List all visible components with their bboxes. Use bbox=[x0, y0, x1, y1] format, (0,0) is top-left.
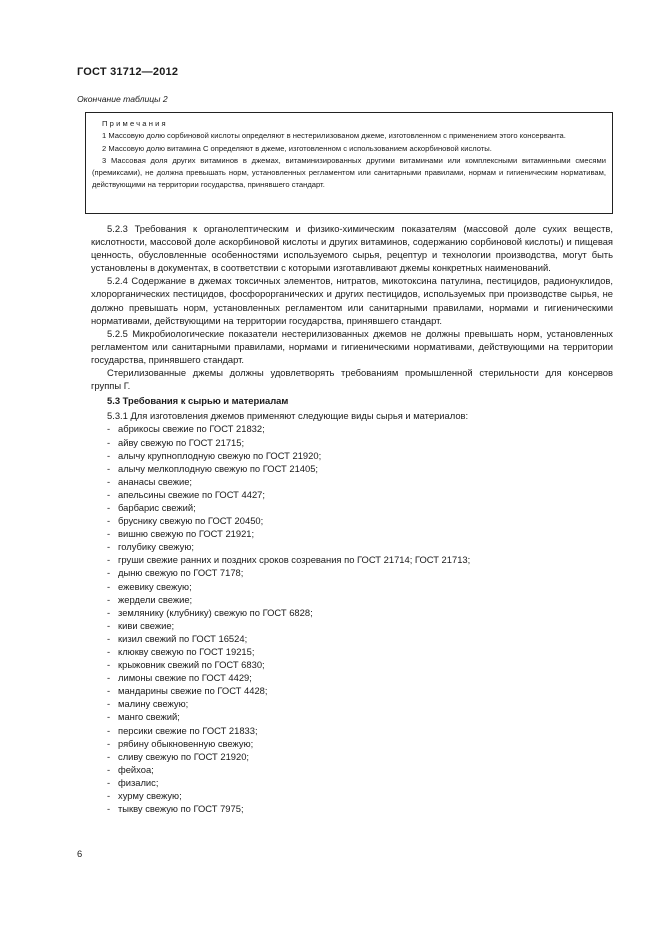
list-item: - клюкву свежую по ГОСТ 19215; bbox=[107, 645, 613, 658]
list-item: - физалис; bbox=[107, 776, 613, 789]
paragraph-5-2-3: 5.2.3 Требования к органолептическим и физико-химическим показателям (массовой доле сухих веществ, кислотности, массовой доле аскорбиновой кислоты и других витаминов, содержанию сорбиновой кислоты) и пищевая ценность, обусловленные особенностями используемого сырья, рецептур и технологии производства, могут быть установлены в документах, в соответствии с которыми изготавливают джемы конкретных наименований. bbox=[91, 223, 613, 274]
list-item: - персики свежие по ГОСТ 21833; bbox=[107, 724, 613, 737]
list-item: - голубику свежую; bbox=[107, 540, 613, 553]
list-item: - вишню свежую по ГОСТ 21921; bbox=[107, 527, 613, 540]
list-item: - кизил свежий по ГОСТ 16524; bbox=[107, 632, 613, 645]
list-item: - ежевику свежую; bbox=[107, 580, 613, 593]
list-item: - тыкву свежую по ГОСТ 7975; bbox=[107, 802, 613, 815]
document-header: ГОСТ 31712—2012 bbox=[77, 66, 179, 78]
list-item: - барбарис свежий; bbox=[107, 501, 613, 514]
paragraph-5-2-5: 5.2.5 Микробиологические показатели нестерилизованных джемов не должны превышать норм, установленных регламентом или санитарными правилами, нормами и гигиеническими нормативами, действующими на территории государства, принявшего стандарт. bbox=[91, 327, 613, 365]
list-item: - фейхоа; bbox=[107, 763, 613, 776]
list-item: - крыжовник свежий по ГОСТ 6830; bbox=[107, 658, 613, 671]
list-item: - ананасы свежие; bbox=[107, 475, 613, 488]
raw-materials-list bbox=[91, 422, 613, 815]
list-item: - рябину обыкновенную свежую; bbox=[107, 737, 613, 750]
note-item: 3 Массовая доля других витаминов в джемах, витаминизированных другими витаминами или комплексными витаминными смесями (премиксами), не должна превышать норм, установленных регламентом или санитарными правилами, нормам и гигиеническим нормативам, действующими на территории государства, принявшего стандарт. bbox=[92, 155, 606, 190]
list-item: - жердели свежие; bbox=[107, 593, 613, 606]
list-item: - алычу крупноплодную свежую по ГОСТ 21920; bbox=[107, 449, 613, 462]
paragraph-5-2-4: 5.2.4 Содержание в джемах токсичных элементов, нитратов, микотоксина патулина, пестицидов, радионуклидов, хлорорганических пестицидов, фосфорорганических и других пестицидов, используемых при производстве сырья, не должно превышать норм, установленных регламентом или санитарными правилами, нормами и гигиеническими нормативами, действующими на территории государства, принявшего стандарт. bbox=[91, 275, 613, 326]
paragraph-5-3-1: 5.3.1 Для изготовления джемов применяют следующие виды сырья и материалов: bbox=[107, 410, 469, 422]
list-item: - мандарины свежие по ГОСТ 4428; bbox=[107, 684, 613, 697]
list-item: - землянику (клубнику) свежую по ГОСТ 6828; bbox=[107, 606, 613, 619]
list-item: - манго свежий; bbox=[107, 710, 613, 723]
list-item: - дыню свежую по ГОСТ 7178; bbox=[107, 566, 613, 579]
list-item: - абрикосы свежие по ГОСТ 21832; bbox=[107, 422, 613, 435]
list-item: - бруснику свежую по ГОСТ 20450; bbox=[107, 514, 613, 527]
note-item: 1 Массовую долю сорбиновой кислоты определяют в нестерилизованом джеме, изготовленном с применением этого консерванта. bbox=[102, 131, 566, 141]
document-body bbox=[91, 222, 613, 815]
section-heading-5-3: 5.3 Требования к сырью и материалам bbox=[107, 395, 289, 407]
note-item: 2 Массовую долю витамина С определяют в джеме, изготовленном с использованием аскорбиновой кислоты. bbox=[102, 143, 492, 153]
list-item: - апельсины свежие по ГОСТ 4427; bbox=[107, 488, 613, 501]
list-item: - киви свежие; bbox=[107, 619, 613, 632]
page-number: 6 bbox=[77, 848, 83, 859]
list-item: - айву свежую по ГОСТ 21715; bbox=[107, 436, 613, 449]
notes-title: Примечания bbox=[102, 119, 168, 128]
list-item: - сливу свежую по ГОСТ 21920; bbox=[107, 750, 613, 763]
list-item: - алычу мелкоплодную свежую по ГОСТ 21405; bbox=[107, 462, 613, 475]
list-item: - лимоны свежие по ГОСТ 4429; bbox=[107, 671, 613, 684]
notes-box bbox=[85, 112, 613, 214]
list-item: - хурму свежую; bbox=[107, 789, 613, 802]
table-caption: Окончание таблицы 2 bbox=[77, 94, 168, 104]
paragraph-sterilized: Стерилизованные джемы должны удовлетворять требованиям промышленной стерильности для консервов группы Г. bbox=[91, 367, 613, 392]
list-item: - малину свежую; bbox=[107, 697, 613, 710]
list-item: - груши свежие ранних и поздних сроков созревания по ГОСТ 21714; ГОСТ 21713; bbox=[107, 553, 613, 566]
